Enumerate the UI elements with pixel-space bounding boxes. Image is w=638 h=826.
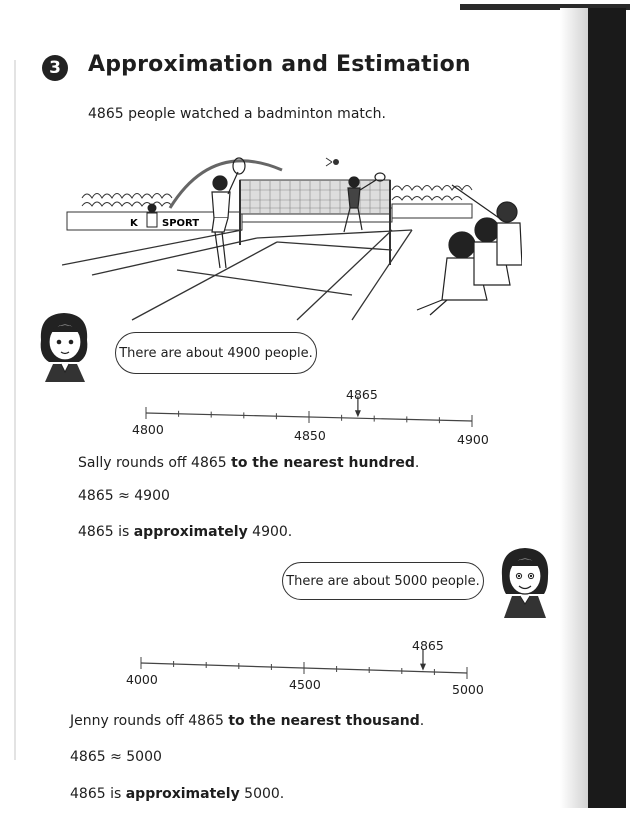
jenny-approx-equation: 4865 ≈ 5000	[70, 749, 162, 765]
numberline2-marker-label: 4865	[412, 638, 444, 653]
sally-approx-equation: 4865 ≈ 4900	[78, 488, 170, 504]
intro-sentence: 4865 people watched a badminton match.	[88, 106, 386, 122]
page-edge-left	[14, 60, 16, 760]
section-number-badge: 3	[42, 55, 68, 81]
shuttlecock-icon	[326, 158, 339, 166]
numberline2-mid-label: 4500	[289, 677, 321, 692]
numberline1-end-label: 4900	[457, 432, 489, 447]
sally-avatar	[35, 310, 93, 382]
board-text-k: K	[130, 218, 138, 229]
page-binding-shadow	[588, 8, 626, 808]
jenny-approx-sentence: 4865 is approximately 5000.	[70, 786, 285, 802]
numberline-hundreds	[130, 385, 490, 455]
jenny-avatar	[496, 546, 554, 618]
numberline1-mid-label: 4850	[294, 428, 326, 443]
board-text-sport: SPORT	[162, 218, 200, 229]
numberline1-marker-label: 4865	[346, 387, 378, 402]
jenny-rounds-sentence: Jenny rounds off 4865 to the nearest thousand.	[70, 713, 425, 729]
numberline2-start-label: 4000	[126, 672, 158, 687]
numberline-ticks	[141, 657, 467, 679]
sally-rounds-sentence: Sally rounds off 4865 to the nearest hundred.	[78, 455, 420, 471]
numberline-marker-arrowhead	[355, 410, 361, 417]
sally-approx-sentence: 4865 is approximately 4900.	[78, 524, 293, 540]
sally-speech-bubble: There are about 4900 people.	[115, 332, 317, 374]
section-title: Approximation and Estimation	[88, 52, 471, 77]
line-judge	[147, 204, 157, 227]
numberline-ticks	[146, 407, 472, 427]
badminton-match-illustration	[62, 150, 522, 325]
jenny-speech-bubble: There are about 5000 people.	[282, 562, 484, 600]
advertising-boards-right	[392, 204, 472, 218]
page-binding-gradient	[560, 8, 590, 808]
court-lines	[62, 230, 412, 320]
numberline-marker-arrowhead	[420, 664, 426, 671]
numberline2-end-label: 5000	[452, 682, 484, 697]
numberline1-start-label: 4800	[132, 422, 164, 437]
